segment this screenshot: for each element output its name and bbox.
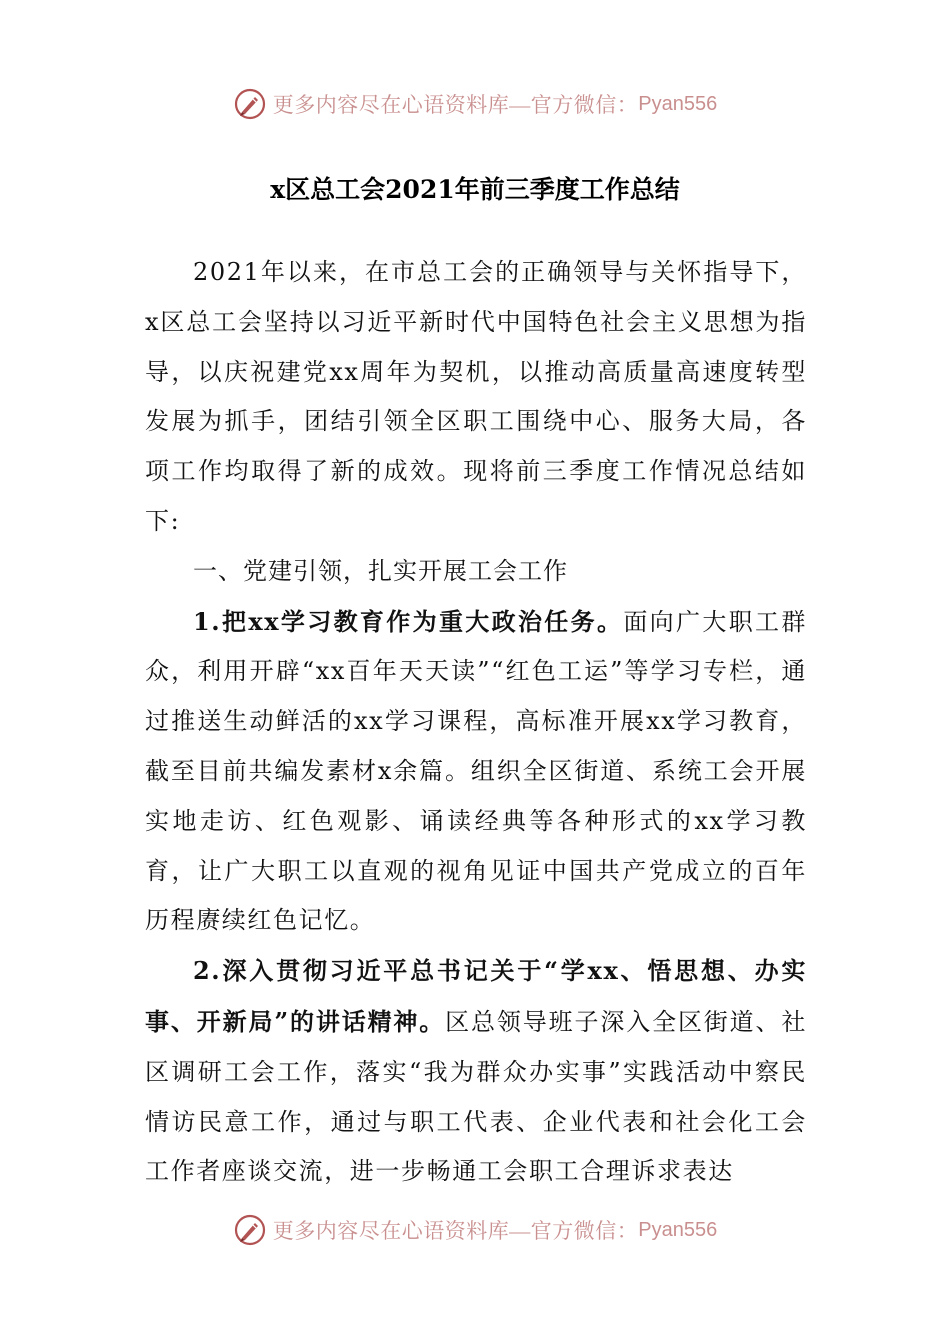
intro-paragraph: 2021年以来，在市总工会的正确领导与关怀指导下，x区总工会坚持以习近平新时代中国特色社会主义思想为指导，以庆祝建党xx周年为契机，以推动高质量高速度转型发展为抓手，团结引领全区职工围绕中心、服务大局，各项工作均取得了新的成效。现将前三季度工作情况总结如下: bbox=[145, 258, 807, 535]
item-2-lead: 2.深入贯彻习近平总书记关于“学xx、悟思想、办实事、开新局”的讲话精神。 bbox=[145, 956, 807, 1036]
item-1-body: 面向广大职工群众，利用开辟“xx百年天天读”“红色工运”等学习专栏，通过推送生动鲜活的xx学习课程，高标准开展xx学习教育，截至目前共编发素材x余篇。组织全区街道、系统工会开展实地走访、红色观影、诵读经典等各种形式的xx学习教育，让广大职工以直观的视角见证中国共产党成立的百年历程赓续红色记忆。 bbox=[145, 607, 807, 935]
pen-logo-icon bbox=[233, 1213, 267, 1247]
document-body bbox=[145, 248, 807, 1197]
document-title: x区总工会2021年前三季度工作总结 bbox=[270, 175, 680, 204]
section-heading-1-text: 一、党建引领，扎实开展工会工作 bbox=[193, 556, 568, 585]
pen-logo-icon bbox=[233, 87, 267, 121]
item-1-paragraph bbox=[145, 597, 807, 947]
item-1-lead: 1.把xx学习教育作为重大政治任务。 bbox=[193, 606, 624, 636]
watermark-wechat-id: Pyan556 bbox=[638, 92, 718, 115]
item-2-body: 区总领导班子深入全区街道、社区调研工会工作，落实“我为群众办实事”实践活动中察民情访民意工作，通过与职工代表、企业代表和社会化工会工作者座谈交流，进一步畅通工会职工合理诉求表达 bbox=[145, 1007, 807, 1186]
item-2-paragraph bbox=[145, 946, 807, 1197]
watermark-wechat-id: Pyan556 bbox=[638, 1218, 718, 1241]
watermark-text: 更多内容尽在心语资料库—官方微信： bbox=[272, 1219, 639, 1243]
watermark-banner-top bbox=[0, 82, 950, 126]
watermark-text: 更多内容尽在心语资料库—官方微信： bbox=[272, 93, 639, 117]
watermark-banner-bottom bbox=[0, 1208, 950, 1252]
section-heading-1 bbox=[145, 547, 807, 597]
